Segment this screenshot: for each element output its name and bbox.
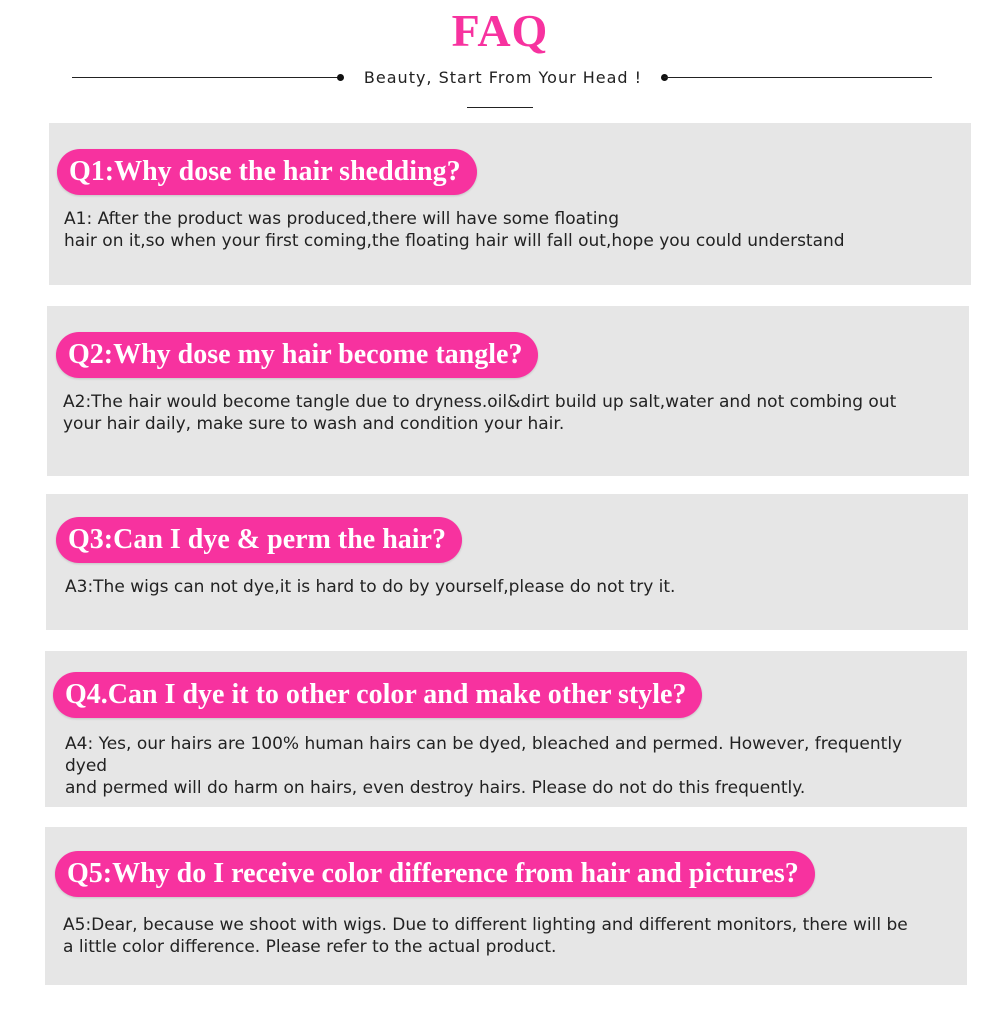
faq-item-3 <box>46 494 968 630</box>
faq-question-1: Q1:Why dose the hair shedding? <box>57 149 477 195</box>
faq-title: FAQ <box>451 5 549 56</box>
faq-question-5: Q5:Why do I receive color difference from hair and pictures? <box>55 851 815 897</box>
faq-question-4: Q4.Can I dye it to other color and make other style? <box>53 672 702 718</box>
faq-item-1 <box>49 123 971 285</box>
faq-answer-5: A5:Dear, because we shoot with wigs. Due to different lighting and different monitors, there will be a little color difference. Please refer to the actual product. <box>63 915 908 957</box>
subtitle-underline <box>467 107 533 108</box>
faq-item-2 <box>47 306 969 476</box>
faq-question-2: Q2:Why dose my hair become tangle? <box>56 332 538 378</box>
divider-right <box>664 77 932 78</box>
faq-item-4 <box>45 651 967 807</box>
faq-answer-4: A4: Yes, our hairs are 100% human hairs can be dyed, bleached and permed. However, frequently dyed and permed will do harm on hairs, even destroy hairs. Please do not do this frequently. <box>65 734 903 798</box>
faq-question-3: Q3:Can I dye & perm the hair? <box>56 517 462 563</box>
faq-answer-1: A1: After the product was produced,there will have some floating hair on it,so when your first coming,the floating hair will fall out,hope you could understand <box>64 209 845 251</box>
faq-answer-3: A3:The wigs can not dye,it is hard to do by yourself,please do not try it. <box>65 577 676 597</box>
faq-subtitle: Beauty, Start From Your Head ! <box>363 68 643 87</box>
divider-dot-left <box>337 74 344 81</box>
faq-item-5 <box>45 827 967 985</box>
divider-left <box>72 77 340 78</box>
faq-answer-2: A2:The hair would become tangle due to dryness.oil&dirt build up salt,water and not combing out your hair daily, make sure to wash and condition your hair. <box>63 392 897 434</box>
